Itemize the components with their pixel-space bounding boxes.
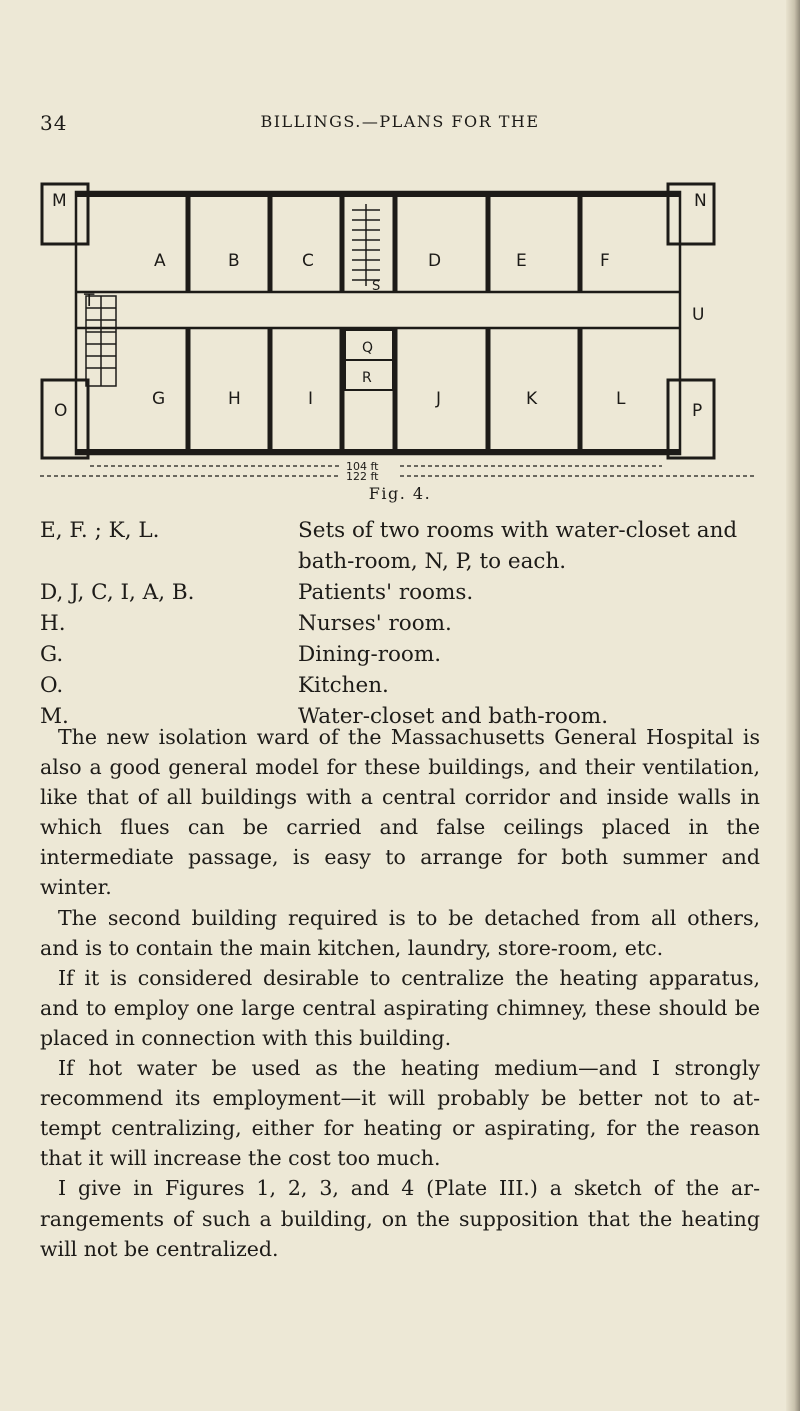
room-label-R: R bbox=[362, 370, 372, 386]
legend-row bbox=[40, 639, 760, 670]
floor-plan-figure bbox=[40, 180, 760, 480]
legend-desc: Nurses' room. bbox=[298, 611, 452, 636]
paragraph: The new isolation ward of the Massachusetts General Hospital is also a good general model for these buildings, and their ventilation, like that of all buildings with a central corridor and inside walls in which flues can be carried and false ceilings placed in the intermediate passage, is easy to arrange for both summer and winter. bbox=[40, 725, 760, 900]
room-label-J: J bbox=[436, 389, 442, 409]
room-label-N: N bbox=[694, 191, 707, 211]
room-label-M: M bbox=[52, 191, 67, 211]
legend-key: H. bbox=[40, 611, 66, 636]
running-head: BILLINGS.—PLANS FOR THE bbox=[260, 112, 540, 131]
room-label-S: S bbox=[372, 279, 381, 294]
room-label-B: B bbox=[228, 251, 240, 271]
legend-key: M. bbox=[40, 704, 69, 729]
legend-key: D, J, C, I, A, B. bbox=[40, 580, 195, 605]
figure-legend bbox=[40, 515, 760, 732]
paragraph: I give in Figures 1, 2, 3, and 4 (Plate III.) a sketch of the arrangements of such a building, on the supposition that the heating will not be centralized. bbox=[40, 1176, 760, 1261]
legend-row bbox=[40, 515, 760, 577]
room-label-F: F bbox=[600, 251, 610, 271]
dimension-inner: 104 ft bbox=[346, 460, 379, 473]
room-label-Q: Q bbox=[362, 340, 374, 356]
legend-key: G. bbox=[40, 642, 64, 667]
page-edge-shadow bbox=[786, 0, 800, 1411]
paragraph: The second building required is to be detached from all others, and is to contain the main kitchen, laundry, store-room, etc. bbox=[40, 905, 760, 960]
room-label-E: E bbox=[516, 251, 527, 271]
room-label-H: H bbox=[228, 389, 241, 409]
legend-desc: Kitchen. bbox=[298, 673, 389, 698]
page-number: 34 bbox=[40, 111, 68, 135]
legend-row bbox=[40, 577, 760, 608]
paragraph: If hot water be used as the heating medium—and I strongly recommend its employment—it will probably be better not to attempt centralizing, either for heating or aspirating, for the reason that it will increase the cost too much. bbox=[40, 1056, 760, 1171]
room-label-T: T bbox=[84, 291, 95, 311]
legend-key: O. bbox=[40, 673, 64, 698]
legend-desc: Sets of two rooms with water-closet and bath-room, N, P, to each. bbox=[298, 518, 738, 574]
room-label-O: O bbox=[54, 401, 68, 421]
room-label-G: G bbox=[152, 389, 166, 409]
room-label-A: A bbox=[154, 251, 166, 271]
room-label-C: C bbox=[302, 251, 314, 271]
legend-desc: Water-closet and bath-room. bbox=[298, 704, 609, 729]
room-label-U: U bbox=[692, 305, 705, 325]
paragraph: If it is considered desirable to centralize the heating apparatus, and to employ one large central aspirating chimney, these should be placed in connection with this building. bbox=[40, 965, 760, 1050]
legend-desc: Dining-room. bbox=[298, 642, 442, 667]
legend-key: E, F. ; K, L. bbox=[40, 518, 160, 543]
room-label-L: L bbox=[616, 389, 626, 409]
room-label-I: I bbox=[308, 389, 314, 409]
legend-desc: Patients' rooms. bbox=[298, 580, 474, 605]
room-label-D: D bbox=[428, 251, 442, 271]
dimension-outer: 122 ft bbox=[346, 470, 379, 480]
figure-caption: Fig. 4. bbox=[368, 484, 432, 503]
legend-row bbox=[40, 670, 760, 701]
room-label-P: P bbox=[692, 401, 703, 421]
room-label-K: K bbox=[526, 389, 538, 409]
body-text bbox=[40, 722, 760, 1264]
legend-row bbox=[40, 608, 760, 639]
